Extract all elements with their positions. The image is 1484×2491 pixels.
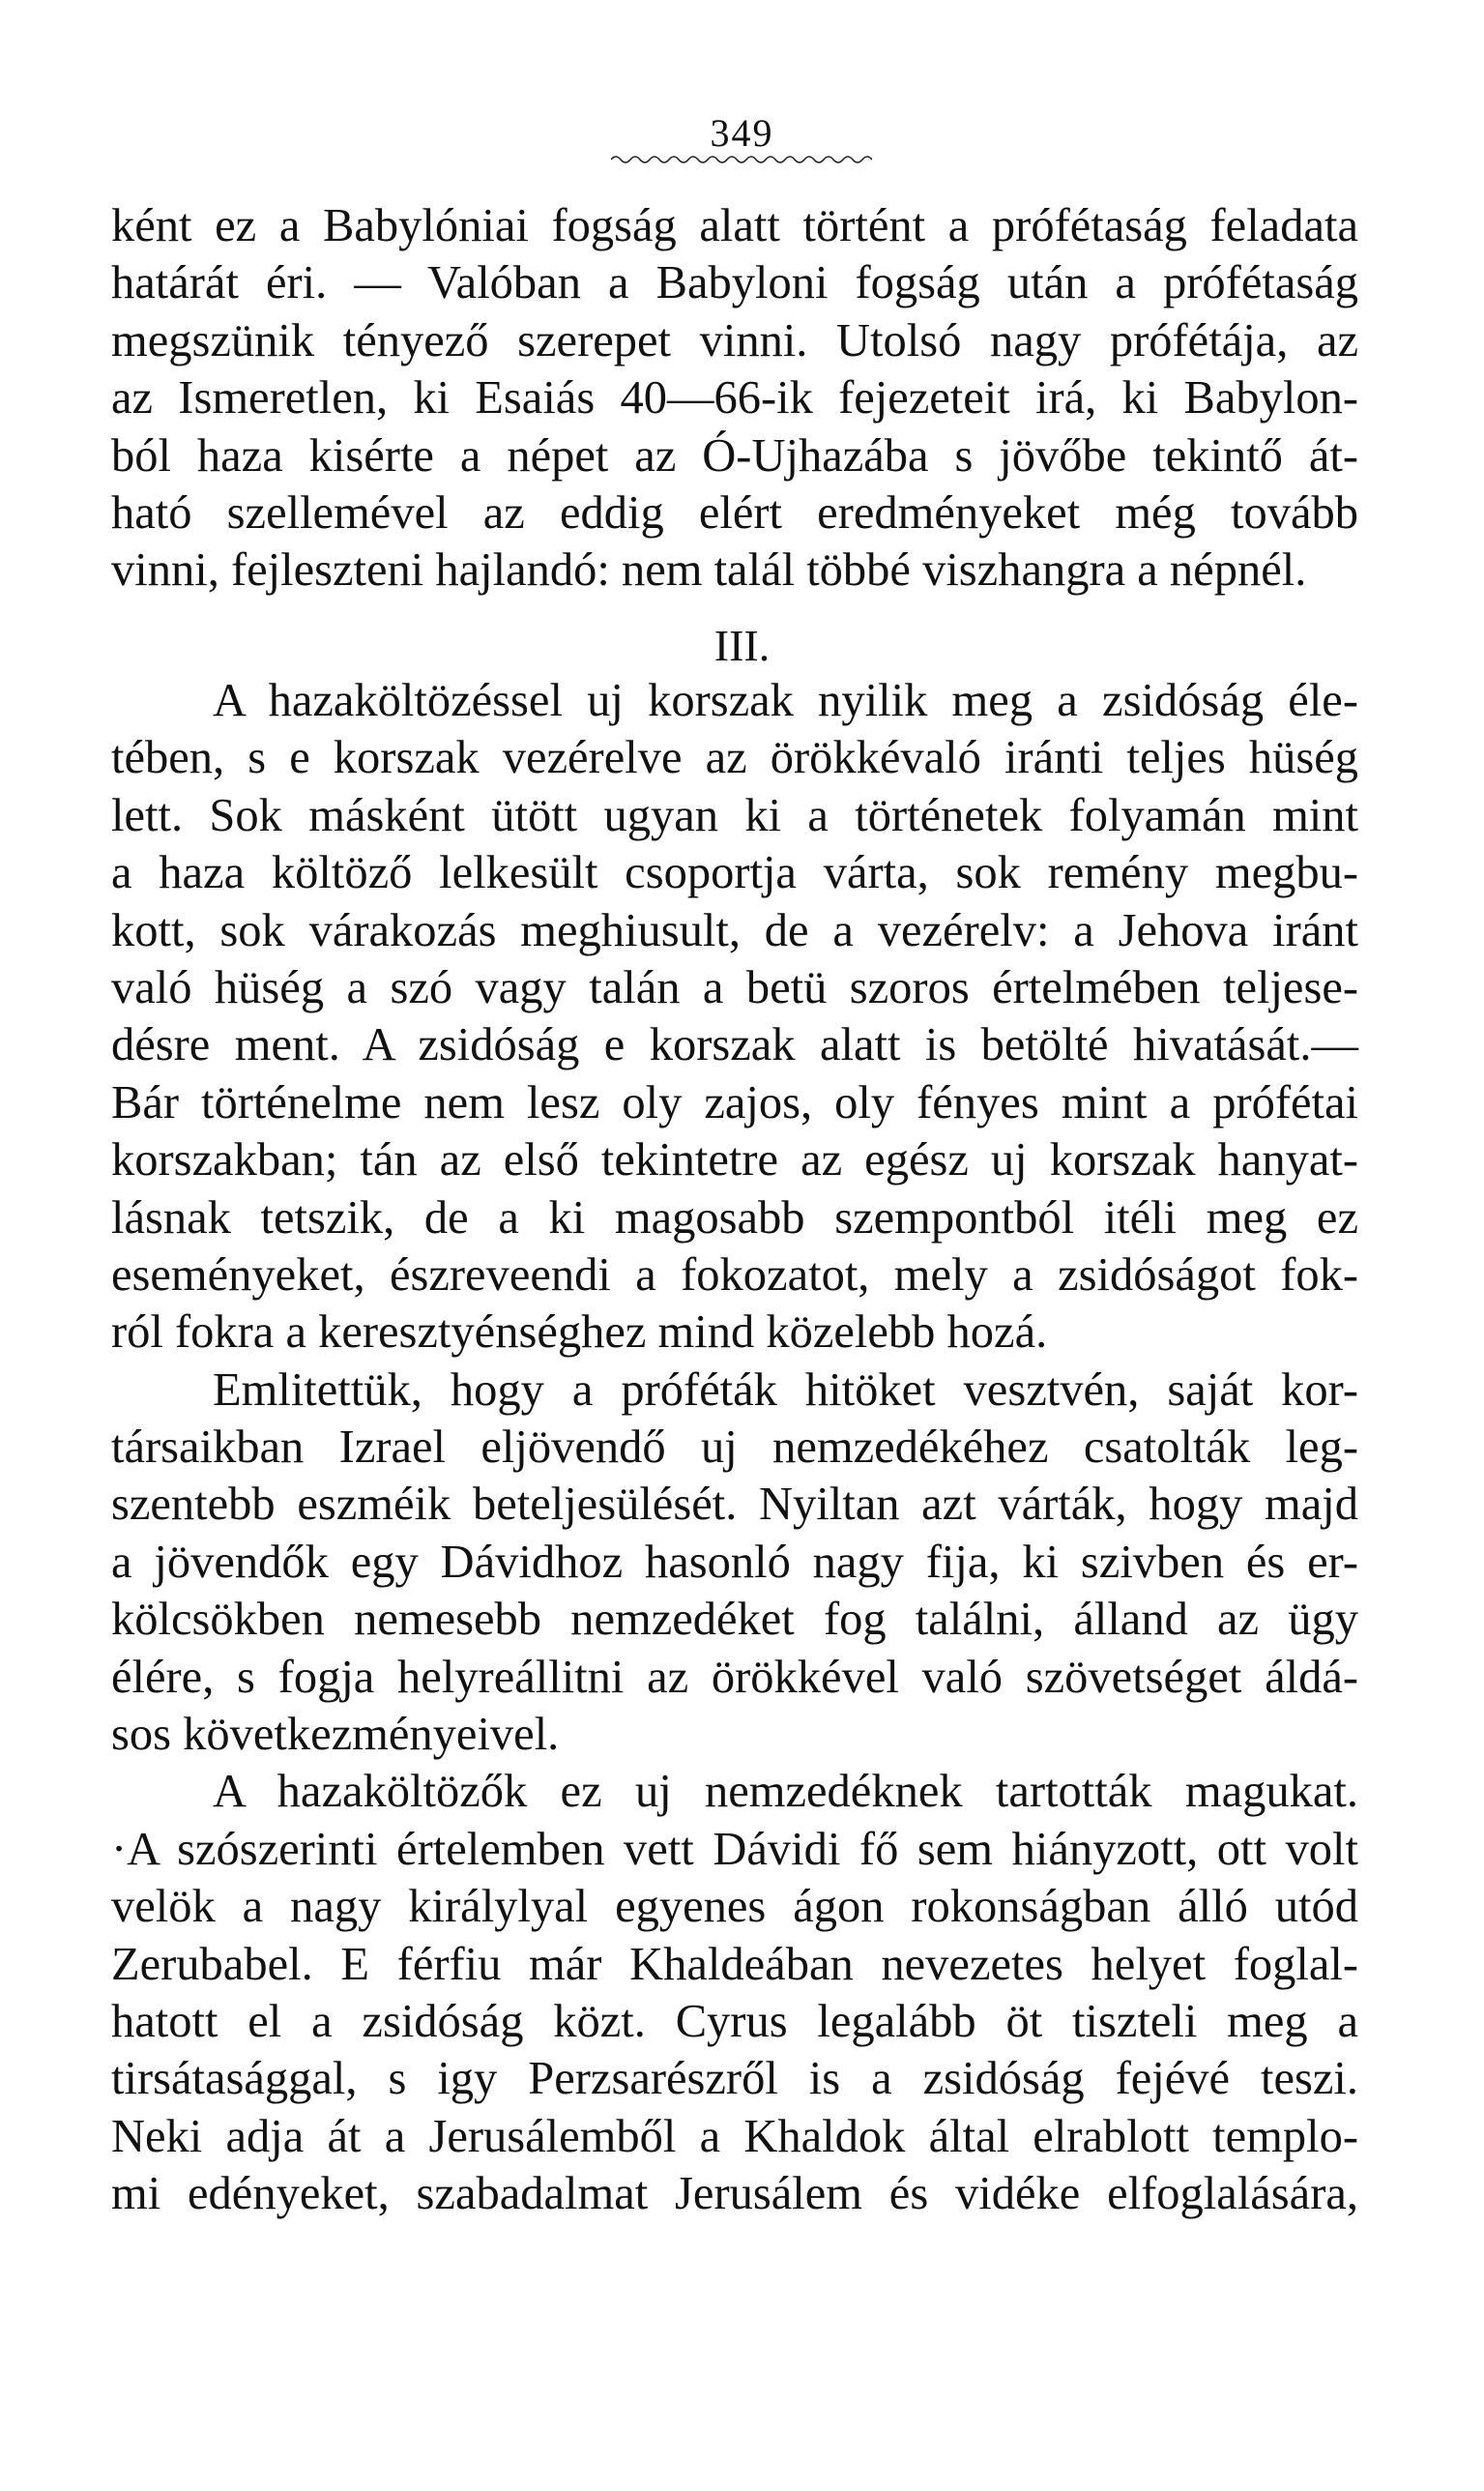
text-line: Bár történelme nem lesz oly zajos, oly fényes mint a prófétai [111, 1076, 1358, 1128]
text-line: Emlitettük, hogy a próféták hitöket vesztvén, saját kor- [213, 1363, 1358, 1416]
text-line: kölcsökben nemesebb nemzedéket fog találni, álland az ügy [111, 1594, 1358, 1646]
text-line: hatott el a zsidóság közt. Cyrus legalább öt tiszteli meg a [111, 1995, 1358, 2047]
text-line: a jövendők egy Dávidhoz hasonló nagy fija, ki szivben és er- [111, 1536, 1358, 1588]
text-line: sos következményeivel. [111, 1709, 560, 1761]
text-line: az Ismeretlen, ki Esaiás 40—66-ik fejezeteit irá, ki Babylon- [111, 372, 1358, 425]
text-line: tirsátasággal, s igy Perzsarészről is a zsidóság fejévé teszi. [111, 2053, 1358, 2105]
text-line: megszünik tényező szerepet vinni. Utolsó nagy prófétája, az [111, 314, 1358, 366]
text-line: kott, sok várakozás meghiusult, de a vezérelv: a Jehova iránt [111, 904, 1358, 956]
text-line: A hazaköltözők ez uj nemzedéknek tartották magukat. [213, 1766, 1358, 1818]
text-line: ból haza kisérte a népet az Ó-Ujhazába s jövőbe tekintő át- [111, 429, 1358, 482]
text-line: tében, s e korszak vezérelve az örökkévaló iránti teljes hüség [111, 732, 1358, 784]
text-line: vinni, fejleszteni hajlandó: nem talál többé viszhangra a népnél. [111, 544, 1307, 597]
text-line: lett. Sok másként ütött ugyan ki a történetek folyamán mint [111, 789, 1358, 841]
text-line: élére, s fogja helyreállitni az örökkével való szövetséget áldá- [111, 1651, 1358, 1703]
text-line: velök a nagy királylyal egyenes ágon rokonságban álló utód [111, 1881, 1358, 1933]
text-line: a haza költöző lelkesült csoportja várta, sok remény megbu- [111, 847, 1358, 899]
text-line: eseményeket, észreveendi a fokozatot, mely a zsidóságot fok- [111, 1248, 1358, 1301]
text-line: Neki adja át a Jerusálemből a Khaldok által elrablott templo- [111, 2110, 1358, 2162]
text-line: társaikban Izrael eljövendő uj nemzedékéhez csatolták leg- [111, 1421, 1358, 1474]
text-line: A hazaköltözéssel uj korszak nyilik meg a zsidóság éle- [213, 675, 1358, 726]
section-heading: III. [713, 621, 771, 670]
section-body [111, 672, 1358, 2223]
page-number-ornament [611, 153, 872, 166]
text-line: korszakban; tán az első tekintetre az egész uj korszak hanyat- [111, 1134, 1358, 1187]
text-line: lásnak tetszik, de a ki magosabb szempontból itéli meg ez [111, 1191, 1358, 1244]
text-line: mi edényeket, szabadalmat Jerusálem és vidéke elfoglalására, [111, 2168, 1358, 2220]
text-line: désre ment. A zsidóság e korszak alatt is betölté hivatását.— [111, 1019, 1358, 1071]
page-number: 349 [710, 111, 774, 155]
text-line: ható szellemével az eddig elért eredményeket még tovább [111, 486, 1358, 539]
text-line: ·A szószerinti értelemben vett Dávidi fő sem hiányzott, ott volt [111, 1823, 1358, 1875]
text-line: ról fokra a keresztyénséghez mind közelebb hozá. [111, 1306, 1048, 1359]
text-line: való hüség a szó vagy talán a betü szoros értelmében teljese- [111, 961, 1358, 1013]
text-line: Zerubabel. E férfiu már Khaldeában nevezetes helyet foglal- [111, 1938, 1358, 1990]
text-line: szentebb eszméik beteljesülését. Nyiltan azt várták, hogy majd [111, 1479, 1358, 1531]
paragraph-continued [111, 197, 1358, 600]
text-line: határát éri. — Valóban a Babyloni fogság után a prófétaság [111, 257, 1358, 309]
text-line: ként ez a Babylóniai fogság alatt történt a prófétaság feladata [111, 200, 1358, 251]
